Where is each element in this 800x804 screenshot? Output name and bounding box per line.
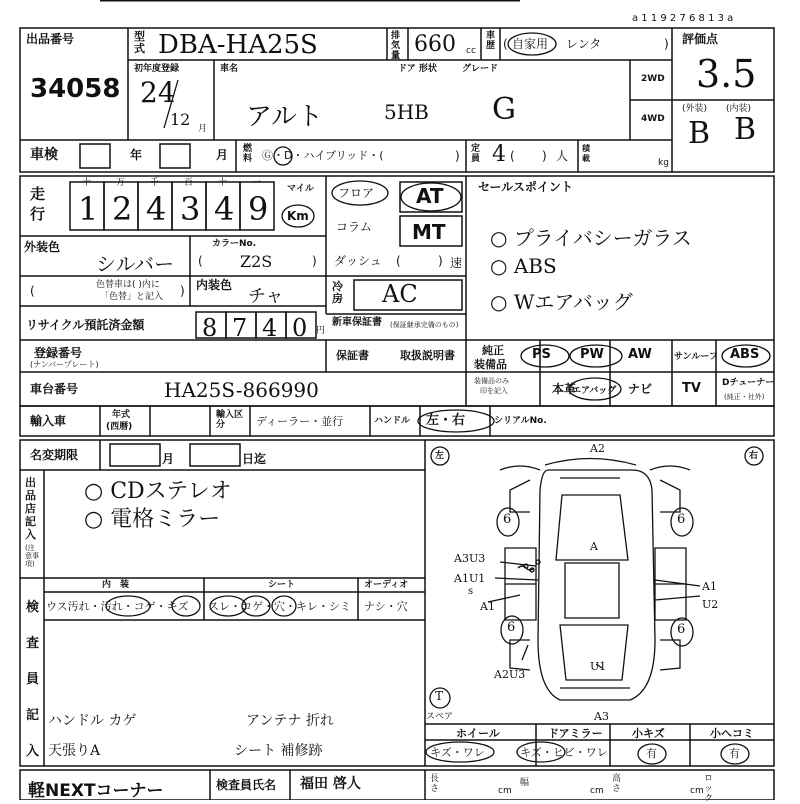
load-unit: kg xyxy=(658,158,669,168)
mark-2: A3U3 xyxy=(454,552,486,565)
warranty-book: 保証書 xyxy=(336,349,369,362)
diagram-spare: スペア xyxy=(426,712,454,722)
first-reg-month: 12 xyxy=(170,110,191,129)
grade-value: G xyxy=(492,92,516,127)
inspector-label: 検査員氏名 xyxy=(216,778,277,792)
warranty-label: 新車保証書 xyxy=(332,317,382,328)
notes-sub: (注意事項) xyxy=(25,544,39,568)
displacement-value: 660 xyxy=(414,32,456,57)
history-option-rental: レンタ xyxy=(566,37,602,51)
color-note-paren: ( xyxy=(30,284,35,298)
warranty-note: (保証継承完備のもの) xyxy=(390,321,459,329)
shift-column: コラム xyxy=(336,220,372,234)
fuel-label: 燃料 xyxy=(243,144,253,164)
dent-label: 小ヘコミ xyxy=(710,727,754,740)
dim-width-unit: cm xyxy=(590,786,604,796)
check-audio-items: ナシ・穴 xyxy=(364,600,408,613)
mark-15: s xyxy=(468,586,474,597)
dim-rock: ロック xyxy=(704,774,714,804)
diagram-left: 左 xyxy=(435,451,445,461)
mileage-digit-1: 2 xyxy=(112,190,133,228)
recycle-digit-1: 7 xyxy=(232,314,248,342)
check-label: 検査員記入 xyxy=(26,600,40,759)
interior-grade: B xyxy=(734,112,757,147)
check-seat-items: スレ・コゲ・穴・キレ・シミ xyxy=(208,600,351,613)
chassis-label: 車台番号 xyxy=(30,382,79,396)
mark-14: T xyxy=(435,689,444,703)
mileage-unit-0: 十 xyxy=(82,178,92,188)
seats-unit: 人 xyxy=(556,149,569,163)
mileage-unit-5: 一 xyxy=(252,178,262,188)
ac-value: AC xyxy=(382,280,418,308)
fuel-options: Ⓖ・D・ハイブリッド・( xyxy=(262,149,384,162)
shift-dash: ダッシュ xyxy=(334,254,382,268)
color-no-paren: ( xyxy=(198,254,203,268)
door-value: 5HB xyxy=(384,100,429,124)
mark-9: A3 xyxy=(594,710,609,723)
check-audio-header: オーディオ xyxy=(364,580,409,590)
sales-point-2: ○ Wエアバッグ xyxy=(490,290,633,314)
first-reg-unit: 月 xyxy=(198,124,208,134)
mileage-km: Km xyxy=(287,209,309,223)
car-name-value: アルト xyxy=(246,102,323,132)
equip-aw: AW xyxy=(628,347,652,362)
name-change-day: 日迄 xyxy=(242,452,267,466)
inspection-label: 車検 xyxy=(30,147,58,163)
name-change-month: 月 xyxy=(162,452,175,466)
import-label: 輸入車 xyxy=(30,414,67,428)
dim-width: 幅 xyxy=(520,778,530,788)
equip-sunroof: サンルーフ xyxy=(674,352,718,362)
import-class-label: 輸入区分 xyxy=(216,410,244,430)
equip-note2: 印を記入 xyxy=(480,387,508,395)
mileage-digit-4: 4 xyxy=(214,190,235,228)
equip-ps: PS xyxy=(532,347,551,362)
equip-label2: 装備品 xyxy=(474,358,507,371)
wheel-label: ホイール xyxy=(456,727,500,740)
mark-10: 6 xyxy=(503,512,512,527)
mirror-value: キズ・ヒビ・ワレ xyxy=(520,746,608,759)
import-year-label1: 年式 xyxy=(112,410,131,420)
interior-color-label: 内装色 xyxy=(196,278,233,292)
note-1: ○ 電格ミラー xyxy=(84,507,221,532)
sales-label: セールスポイント xyxy=(478,180,573,194)
exterior-grade-label: (外装) xyxy=(682,104,708,114)
import-year-label2: (西暦) xyxy=(106,422,133,432)
mark-12: 6 xyxy=(507,620,516,635)
model-value: DBA-HA25S xyxy=(158,30,318,60)
lot-label: 出品番号 xyxy=(26,32,75,46)
equip-navi: ナビ xyxy=(628,382,653,396)
remark-1: アンテナ 折れ xyxy=(246,713,334,729)
mileage-unit-1: 万 xyxy=(116,178,126,188)
recycle-digit-3: 0 xyxy=(292,314,308,342)
color-label: 外装色 xyxy=(24,240,61,254)
notes-label: 出品店記入 xyxy=(25,476,36,541)
mileage-unit-2: 千 xyxy=(150,178,160,188)
mark-11: 6 xyxy=(677,512,686,527)
remark-0: ハンドル カゲ xyxy=(48,713,137,729)
history-paren: ( xyxy=(503,37,508,51)
note-0: ○ CDステレオ xyxy=(84,479,232,504)
seats-close: ) xyxy=(542,149,547,163)
check-int-items: ウス汚れ・汚れ・コゲ・キズ xyxy=(46,600,189,613)
inspector-name: 福田 啓人 xyxy=(300,776,361,792)
name-change-label: 名変期限 xyxy=(30,448,79,462)
dim-length: 長さ xyxy=(430,774,440,794)
check-seat-header: シート xyxy=(268,580,296,590)
mark-4: A1 xyxy=(480,600,495,613)
shift-at: AT xyxy=(416,184,444,208)
history-label: 車歴 xyxy=(486,31,496,51)
shift-speed: 速 xyxy=(450,256,463,270)
recycle-digit-2: 4 xyxy=(262,314,278,342)
equip-leather: 本革 xyxy=(552,382,577,396)
barcode-number: a 1 1 9 2 7 6 8 1 3 a xyxy=(632,13,734,24)
check-int-header: 内 装 xyxy=(102,580,130,590)
wheel-value: キズ・ワレ xyxy=(430,746,485,759)
drive-2wd: 2WD xyxy=(641,74,665,84)
ac-label: 冷房 xyxy=(332,280,343,305)
color-note-close: ) xyxy=(180,284,185,298)
seats-label: 定員 xyxy=(471,144,481,164)
equip-abs: ABS xyxy=(730,347,760,362)
displacement-unit: cc xyxy=(466,46,476,56)
mileage-digit-3: 3 xyxy=(180,190,201,228)
mileage-label: 走行 xyxy=(30,185,46,223)
equip-note1: 装備品のみ xyxy=(474,377,509,385)
reg-no-label: 登録番号 xyxy=(34,346,83,360)
scratch-label: 小キズ xyxy=(632,727,665,740)
mark-3: A1U1 xyxy=(454,572,486,585)
chassis-value: HA25S-866990 xyxy=(164,378,319,402)
dent-value: 有 xyxy=(729,747,740,760)
sales-point-1: ○ ABS xyxy=(490,254,557,278)
equip-airbag: エアバッグ xyxy=(572,386,617,396)
dim-height: 高さ xyxy=(612,774,622,794)
mark-1: A xyxy=(590,540,598,553)
history-option-private: 自家用 xyxy=(512,37,549,51)
grade-label: グレード xyxy=(462,64,499,74)
recycle-unit: 円 xyxy=(316,326,326,336)
diagram-right: 右 xyxy=(749,451,759,461)
handle-label: ハンドル xyxy=(374,416,411,426)
reg-no-sub: (ナンバープレート) xyxy=(30,360,99,369)
mileage-digit-0: 1 xyxy=(78,190,99,228)
equip-dtuner-note: (純正・社外) xyxy=(724,393,765,401)
mark-7: U1 xyxy=(590,660,607,673)
model-label: 型式 xyxy=(134,30,145,55)
fuel-close: ) xyxy=(455,149,460,163)
serial-label: シリアルNo. xyxy=(494,416,547,426)
exterior-grade: B xyxy=(688,116,711,151)
color-no-close: ) xyxy=(312,254,317,268)
shift-mt: MT xyxy=(412,220,446,244)
seats-paren: ( xyxy=(510,149,515,163)
inspection-year-unit: 年 xyxy=(130,148,143,162)
remark-2: 天張りA xyxy=(48,743,101,759)
shift-floor: フロア xyxy=(338,186,375,200)
equip-pw: PW xyxy=(580,347,604,362)
score-value: 3.5 xyxy=(696,52,757,96)
mark-0: A2 xyxy=(590,442,605,455)
car-name-label: 車名 xyxy=(220,64,239,74)
recycle-digit-0: 8 xyxy=(202,314,218,342)
score-label: 評価点 xyxy=(682,32,719,46)
color-no-value: Z2S xyxy=(240,252,273,271)
color-value: シルバー xyxy=(96,252,175,276)
scratch-value: 有 xyxy=(646,747,657,760)
first-reg-year: 24 xyxy=(140,76,176,109)
color-no-label: カラーNo. xyxy=(212,239,257,249)
dim-height-unit: cm xyxy=(690,786,704,796)
history-paren-close: ) xyxy=(664,37,669,51)
handle-value: 左・右 xyxy=(426,413,466,428)
load-label: 積載 xyxy=(582,144,590,163)
displacement-label: 排気量 xyxy=(391,31,401,61)
shift-speed-close: ) xyxy=(438,254,443,268)
mileage-unit-4: 十 xyxy=(218,178,228,188)
drive-4wd: 4WD xyxy=(641,114,665,124)
mileage-digit-5: 9 xyxy=(248,190,269,228)
recycle-label: リサイクル預託済金額 xyxy=(26,318,145,332)
lot-number: 34058 xyxy=(30,74,121,104)
corner-label: 軽NEXTコーナー xyxy=(28,781,164,801)
mark-5: A1 xyxy=(702,580,717,593)
color-note-line2: 「色替」と記入 xyxy=(100,292,164,302)
mark-13: 6 xyxy=(677,622,686,637)
mirror-label: ドアミラー xyxy=(548,727,603,740)
mark-6: U2 xyxy=(702,598,719,611)
interior-grade-label: (内装) xyxy=(726,104,752,114)
first-reg-label: 初年度登録 xyxy=(134,64,180,74)
import-class-value: ディーラー・並行 xyxy=(256,415,344,428)
interior-color-value: チャ xyxy=(248,286,284,307)
inspection-month-unit: 月 xyxy=(216,148,229,162)
remark-3: シート 補修跡 xyxy=(234,743,323,759)
shift-speed-paren: ( xyxy=(396,254,401,268)
sales-point-0: ○ プライバシーガラス xyxy=(490,226,692,250)
equip-tv: TV xyxy=(682,381,701,396)
mileage-mile: マイル xyxy=(287,184,314,194)
seats-value: 4 xyxy=(492,142,506,167)
mileage-digit-2: 4 xyxy=(146,190,167,228)
color-note-line1: 色替車は( )内に xyxy=(96,280,160,290)
equip-dtuner: Dチューナー xyxy=(722,378,775,388)
door-label: ドア 形状 xyxy=(398,64,437,74)
mark-8: A2U3 xyxy=(494,668,526,681)
warranty-manual: 取扱説明書 xyxy=(400,349,455,362)
equip-label1: 純正 xyxy=(482,344,504,357)
dim-length-unit: cm xyxy=(498,786,512,796)
mileage-unit-3: 百 xyxy=(184,178,194,188)
